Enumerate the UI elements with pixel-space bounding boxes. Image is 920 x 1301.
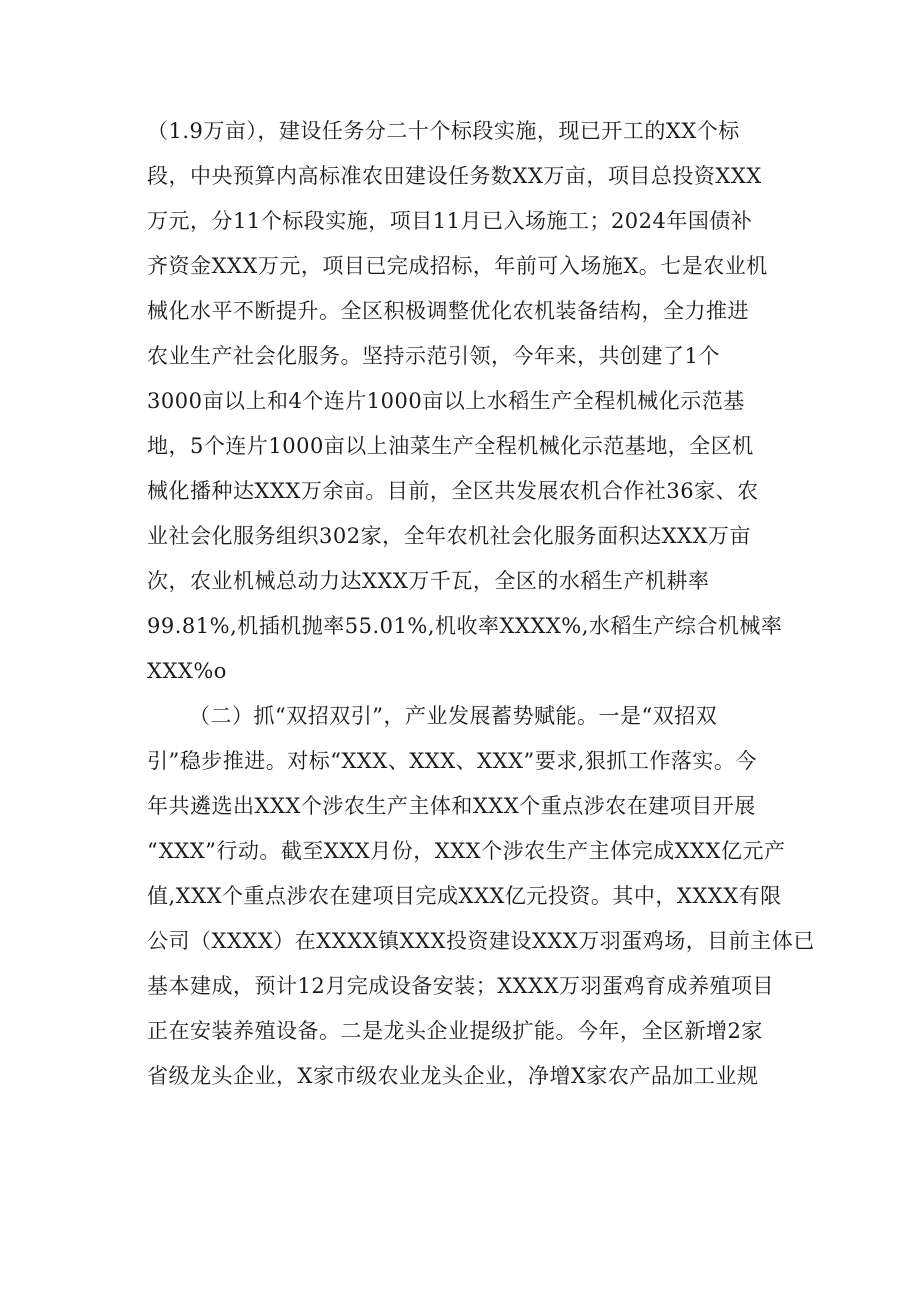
text-line: XXX%o	[147, 659, 227, 683]
text-line: 农业生产社会化服务。坚持示范引领，今年来，共创建了1个	[147, 344, 720, 368]
text-line-indented: （二）抓“双招双引”，产业发展蓄势赋能。一是“双招双	[189, 704, 718, 728]
text-line: 值,XXX个重点涉农在建项目完成XXX亿元投资。其中，XXXX有限	[147, 884, 782, 908]
document-body	[147, 109, 815, 1099]
text-line: 3000亩以上和4个连片1000亩以上水稻生产全程机械化示范基	[147, 389, 745, 413]
paragraph-2	[147, 694, 815, 1099]
text-line: 基本建成，预计12月完成设备安装；XXXX万羽蛋鸡育成养殖项目	[147, 974, 775, 998]
text-line: 次，农业机械总动力达XXX万千瓦，全区的水稻生产机耕率	[147, 569, 710, 593]
text-line: 齐资金XXX万元，项目已完成招标，年前可入场施X。七是农业机	[147, 254, 768, 278]
text-line: 99.81%,机插机抛率55.01%,机收率XXXX%,水稻生产综合机械率	[147, 614, 783, 638]
text-line: 段，中央预算内高标准农田建设任务数XX万亩，项目总投资XXX	[147, 164, 762, 188]
text-line: 引”稳步推进。对标“XXX、XXX、XXX”要求,狠抓工作落实。今	[147, 749, 757, 773]
text-line: 省级龙头企业，X家市级农业龙头企业，净增X家农产品加工业规	[147, 1064, 759, 1088]
text-line: 地，5个连片1000亩以上油菜生产全程机械化示范基地，全区机	[147, 434, 754, 458]
text-line: 正在安装养殖设备。二是龙头企业提级扩能。今年，全区新增2家	[147, 1019, 763, 1043]
text-line: 年共遴选出XXX个涉农生产主体和XXX个重点涉农在建项目开展	[147, 794, 756, 818]
text-line: 公司（XXXX）在XXXX镇XXX投资建设XXX万羽蛋鸡场，目前主体已	[147, 929, 815, 953]
text-line: 械化播种达XXX万余亩。目前，全区共发展农机合作社36家、农	[147, 479, 759, 503]
text-line: 械化水平不断提升。全区积极调整优化农机装备结构，全力推进	[147, 299, 749, 323]
text-line: 万元，分11个标段实施，项目11月已入场施工；2024年国债补	[147, 209, 753, 233]
text-line: （1.9万亩），建设任务分二十个标段实施，现已开工的XX个标	[147, 119, 740, 143]
paragraph-1	[147, 109, 787, 694]
text-line: 业社会化服务组织302家，全年农机社会化服务面积达XXX万亩	[147, 524, 751, 548]
text-line: “XXX”行动。截至XXX月份，XXX个涉农生产主体完成XXX亿元产	[147, 839, 786, 863]
